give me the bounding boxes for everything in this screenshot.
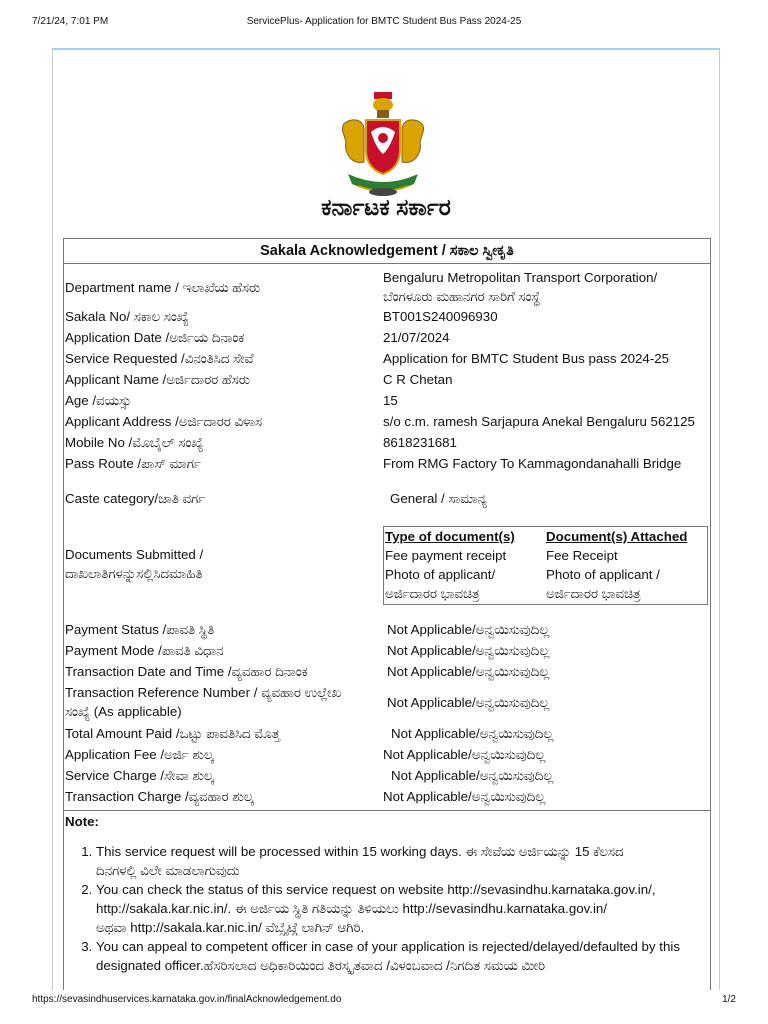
row-transaction-reference <box>64 683 710 723</box>
documents-attached-header: Document(s) Attached <box>546 529 688 544</box>
note-item <box>96 880 710 937</box>
row-label: Pass Route /ಪಾಸ್ ಮಾರ್ಗ <box>65 456 201 471</box>
document-type: ಅರ್ಜಿದಾರರ ಭಾವಚಿತ್ರ <box>385 586 480 601</box>
row-label: Mobile No /ಮೊಬೈಲ್ ಸಂಖ್ಯೆ <box>65 435 204 450</box>
print-url: https://sevasindhuservices.karnataka.gov.in/finalAcknowledgement.do <box>32 994 342 1005</box>
row-value: Not Applicable/ಅನ್ವಯಿಸುವುದಿಲ್ಲ <box>387 695 550 710</box>
documents-label-line: Documents Submitted / <box>65 547 204 562</box>
note-line: 1. This service request will be processed within 15 working days. ಈ ಸೇವೆಯ ಅರ್ಜಿಯನ್ನು 15 ಕೆಲಸದ <box>96 844 624 859</box>
row-value: C R Chetan <box>383 372 453 387</box>
note-item <box>96 842 710 880</box>
row-value: BT001S240096930 <box>383 309 498 324</box>
department-value-line: ಬೆಂಗಳೂರು ಮಹಾನಗರ ಸಾರಿಗೆ ಸಂಸ್ಥೆ <box>383 289 541 304</box>
print-header <box>32 16 736 30</box>
government-name: ಕರ್ನಾಟಕ ಸರ್ಕಾರ <box>321 194 451 220</box>
row-value: s/o c.m. ramesh Sarjapura Anekal Bengaluru 562125 <box>383 414 695 429</box>
note-line: designated officer.ಹೆಸರಿಸಲಾದ ಅಧಿಕಾರಿಯಿಂದ ತಿರಸ್ಕೃತವಾದ /ವಿಳಂಬವಾದ /ನಿಗದಿತ ಸಮಯ ಮೀರಿ <box>96 958 545 973</box>
documents-label-line: ದಾಖಲಾತಿಗಳನ್ನುಸಲ್ಲಿಸಿದಮಾಹಿತಿ <box>65 566 203 581</box>
table-title: Sakala Acknowledgement / ಸಕಾಲ ಸ್ವೀಕೃತಿ <box>64 239 710 264</box>
print-page-number: 1/2 <box>722 994 736 1005</box>
notes-label: Note: <box>65 814 99 829</box>
row-label: Age /ವಯಸ್ಸು <box>65 393 132 408</box>
row-label: Payment Status /ಪಾವತಿ ಸ್ಥಿತಿ <box>65 622 215 637</box>
row-value: Not Applicable/ಅನ್ವಯಿಸುವುದಿಲ್ಲ <box>383 747 546 762</box>
row-label: Application Date /ಅರ್ಜಿಯ ದಿನಾಂಕ <box>65 330 245 345</box>
row-label <box>65 683 380 721</box>
row-value: Not Applicable/ಅನ್ವಯಿಸುವುದಿಲ್ಲ <box>387 643 550 658</box>
documents-type-header: Type of document(s) <box>385 529 515 544</box>
notes-section <box>64 810 710 975</box>
row-label: Caste category/ಜಾತಿ ವರ್ಗ <box>65 491 206 506</box>
row-label: Department name / ಇಲಾಖೆಯ ಹೆಸರು <box>65 280 261 295</box>
row-value <box>383 268 708 306</box>
row-label <box>65 545 380 583</box>
transaction-reference-label-line: ಸಂಖ್ಯೆ (As applicable) <box>65 704 182 719</box>
print-title: ServicePlus- Application for BMTC Student Bus Pass 2024-25 <box>246 16 522 27</box>
row-value: Not Applicable/ಅನ್ವಯಿಸುವುದಿಲ್ಲ <box>383 789 546 804</box>
row-value: Not Applicable/ಅನ್ವಯಿಸುವುದಿಲ್ಲ <box>387 622 550 637</box>
note-line: ಅಥವಾ http://sakala.kar.nic.in/ ವೆಬ್ಸೈಟ್ಗೆ ಲಾಗಿನ್ ಆಗಿರಿ. <box>96 920 365 935</box>
note-line: ದಿನಗಳಲ್ಲಿ ವಿಲೇ ಮಾಡಲಾಗುವುದು <box>96 863 240 878</box>
document-type: Photo of applicant/ <box>385 567 496 582</box>
document-attached: Photo of applicant / <box>546 567 660 582</box>
documents-type-column <box>385 527 543 603</box>
row-label: Total Amount Paid /ಒಟ್ಟು ಪಾವತಿಸಿದ ಮೊತ್ತ <box>65 726 280 741</box>
row-value: Not Applicable/ಅನ್ವಯಿಸುವುದಿಲ್ಲ <box>391 726 554 741</box>
documents-table <box>383 526 708 605</box>
row-value: General / ಸಾಮಾನ್ಯ <box>390 491 487 506</box>
row-label: Payment Mode /ಪಾವತಿ ವಿಧಾನ <box>65 643 224 658</box>
note-item <box>96 937 710 975</box>
row-department <box>64 268 710 308</box>
row-label: Application Fee /ಅರ್ಜಿ ಶುಲ್ಕ <box>65 747 214 762</box>
row-label: Applicant Address /ಅರ್ಜಿದಾರರ ವಿಳಾಸ <box>65 414 263 429</box>
transaction-reference-label-line: Transaction Reference Number / ವ್ಯವಹಾರ ಉಲ್ಲೇಖ <box>65 685 342 700</box>
row-label: Transaction Charge /ವ್ಯವಹಾರ ಶುಲ್ಕ <box>65 789 254 804</box>
note-line: 2. You can check the status of this service request on website http://sevasindhu.karnataka.gov.in/, <box>96 882 656 897</box>
row-value: 8618231681 <box>383 435 457 450</box>
row-label: Applicant Name /ಅರ್ಜಿದಾರರ ಹೆಸರು <box>65 372 250 387</box>
acknowledgement-table <box>63 238 711 990</box>
document-attached: ಅರ್ಜಿದಾರರ ಭಾವಚಿತ್ರ <box>546 586 641 601</box>
row-label: Transaction Date and Time /ವ್ಯವಹಾರ ದಿನಾಂಕ <box>65 664 308 679</box>
row-value: 15 <box>383 393 398 408</box>
document-type: Fee payment receipt <box>385 548 507 563</box>
row-value: Not Applicable/ಅನ್ವಯಿಸುವುದಿಲ್ಲ <box>391 768 554 783</box>
department-value-line: Bengaluru Metropolitan Transport Corporation/ <box>383 270 658 285</box>
document-attached: Fee Receipt <box>546 548 618 563</box>
notes-list <box>64 842 710 975</box>
row-value: Application for BMTC Student Bus pass 2024-25 <box>383 351 670 366</box>
acknowledgement-page <box>52 48 720 990</box>
row-label: Sakala No/ ಸಕಾಲ ಸಂಖ್ಯೆ <box>65 309 189 324</box>
row-label: Service Charge /ಸೇವಾ ಶುಲ್ಕ <box>65 768 214 783</box>
row-value: 21/07/2024 <box>383 330 450 345</box>
row-value: Not Applicable/ಅನ್ವಯಿಸುವುದಿಲ್ಲ <box>387 664 550 679</box>
note-line: 3. You can appeal to competent officer in case of your application is rejected/delayed/defaulted by this <box>96 939 680 954</box>
note-line: http://sakala.kar.nic.in/. ಈ ಅರ್ಜಿಯ ಸ್ಥಿತಿ ಗತಿಯನ್ನು ತಿಳಿಯಲು http://sevasindhu.karnataka.gov.in/ <box>96 901 608 916</box>
print-footer <box>32 994 736 1008</box>
documents-attached-column <box>546 527 706 603</box>
row-label: Service Requested /ವಿನಂತಿಸಿದ ಸೇವೆ <box>65 351 254 366</box>
print-timestamp: 7/21/24, 7:01 PM <box>32 16 109 27</box>
row-value: From RMG Factory To Kammagondanahalli Bridge <box>383 456 682 471</box>
